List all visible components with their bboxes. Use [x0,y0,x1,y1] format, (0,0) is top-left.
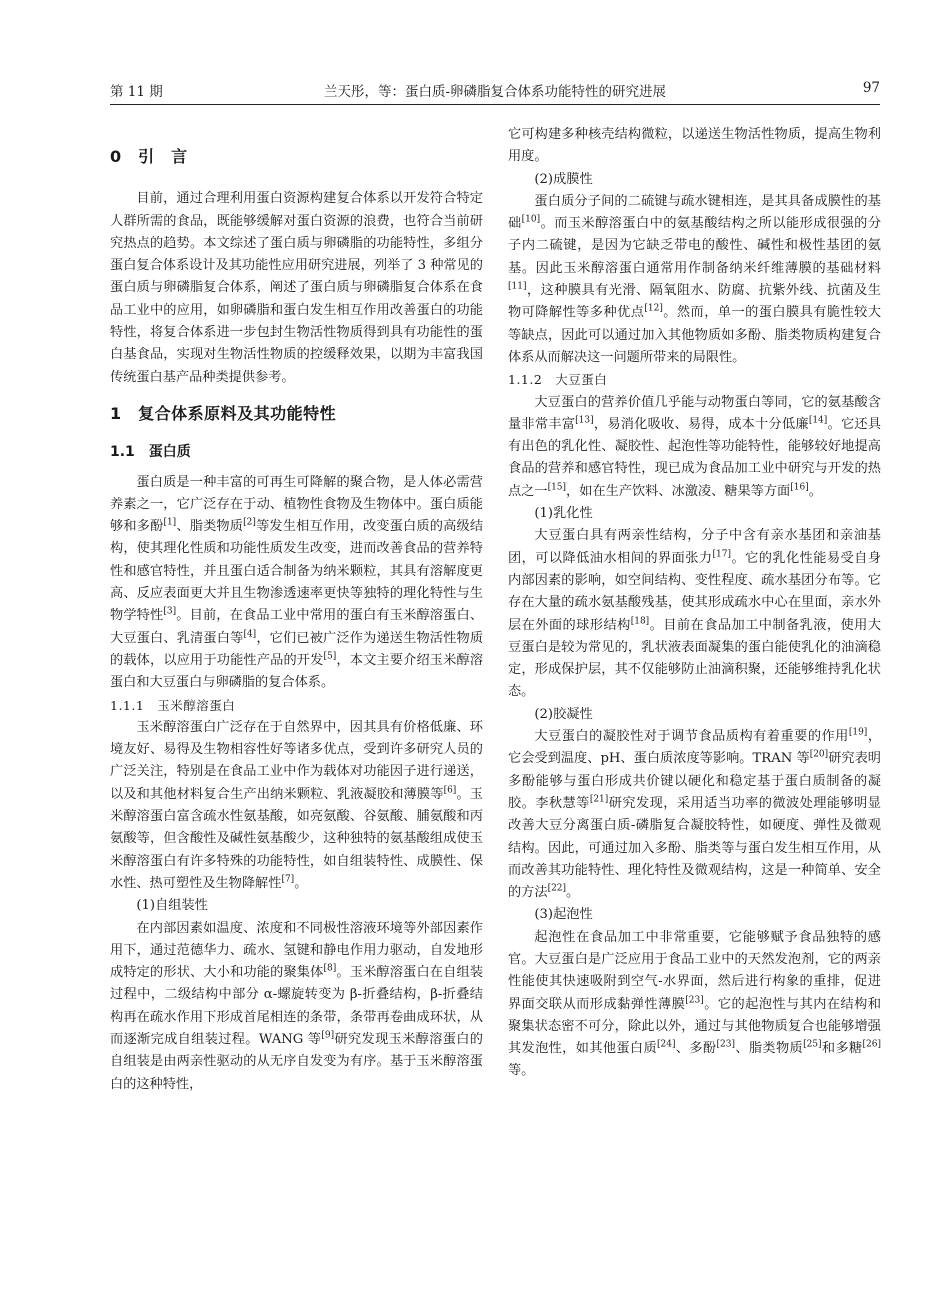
protein-paragraph: 蛋白质是一种丰富的可再生可降解的聚合物，是人体必需营养素之一，它广泛存在于动、植物性食物及生物体中。蛋白质能够和多酚[1]、脂类物质[2]等发生相互作用，改变蛋白质的高级结构，使其理化性质和功能性质发生改变，进而改善食品的营养特性和感官特性，并且蛋白适合制备为纳米颗粒，其具有溶解度更高、反应表面更大并且生物渗透速率更快等独特的理化特性与生物学特性[3]。目前，在食品工业中常用的蛋白有玉米醇溶蛋白、大豆蛋白、乳清蛋白等[4]，它们已被广泛作为递送生物活性物质的载体，以应用于功能性产品的开发[5]，本文主要介绍玉米醇溶蛋白和大豆蛋白与卵磷脂的复合体系。 [110,474,484,691]
section-1-1-1-heading: 1.1.1 玉米醇溶蛋白 [110,697,236,713]
gel-subheading: (2)胶凝性 [534,706,593,722]
foam-paragraph: 起泡性在食品加工中非常重要，它能够赋予食品独特的感官。大豆蛋白是广泛应用于食品工业中的天然发泡剂，它的两亲性能使其快速吸附到空气-水界面，然后进行构象的重排，促进界面交联从而形成黏弹性薄膜[23]。它的起泡性与其内在结构和聚集状态密不可分，除此以外，通过与其他物质复合也能够增强其发泡性，如其他蛋白质[24]、多酚[23]、脂类物质[25]和多糖[26]等。 [508,929,882,1079]
section-1-heading: 1 复合体系原料及其功能特性 [110,403,337,423]
self-assembly-paragraph: 在内部因素如温度、浓度和不同极性溶液环境等外部因素作用下，通过范德华力、疏水、氢键和静电作用力驱动，自发地形成特定的形状、大小和功能的聚集体[8]。玉米醇溶蛋白在自组装过程中，二级结构中部分 α-螺旋转变为 β-折叠结构，β-折叠结构再在疏水作用下形成首尾相连的条带，条带再卷曲成环状，从而逐渐完成自组装过程。WANG 等[9]研究发现玉米醇溶蛋白的自组装是由两亲性驱动的从无序自发变为有序。基于玉米醇溶蛋白的这种特性， [110,920,484,1092]
emulsion-subheading: (1)乳化性 [534,506,593,522]
intro-paragraph: 目前，通过合理利用蛋白资源构建复合体系以开发符合特定人群所需的食品，既能够缓解对蛋白资源的浪费，也符合当前研究热点的趋势。本文综述了蛋白质与卵磷脂的功能特性，多组分蛋白复合体系设计及其功能性应用研究进展，列举了 3 种常见的蛋白质与卵磷脂复合体系，阐述了蛋白质与卵磷脂复合体系在食品工业中的应用，如卵磷脂和蛋白发生相互作用改善蛋白的功能特性，将复合体系进一步包封生物活性物质得到具有功能性的蛋白基食品，实现对生物活性物质的控缓释效果，以期为丰富我国传统蛋白基产品种类提供参考。 [110,191,483,385]
zein-paragraph: 玉米醇溶蛋白广泛存在于自然界中，因其具有价格低廉、环境友好、易得及生物相容性好等诸多优点，受到许多研究人员的广泛关注，特别是在食品工业中作为载体对功能因子进行递送，以及和其他材料复合生产出纳米颗粒、乳液凝胶和薄膜等[6]。玉米醇溶蛋白富含疏水性氨基酸，如亮氨酸、谷氨酸、脯氨酸和丙氨酸等，但含酸性及碱性氨基酸少，这种独特的氨基酸组成使玉米醇溶蛋白有许多特殊的功能特性，如自组装特性、成膜性、保水性、热可塑性及生物降解性[7]。 [110,719,483,891]
film-paragraph: 蛋白质分子间的二硫键与疏水键相连，是其具备成膜性的基础[10]。而玉米醇溶蛋白中的氨基酸结构之所以能形成很强的分子内二硫键，是因为它缺乏带电的酸性、碱性和极性基团的氨基。因此玉米醇溶蛋白通常用作制备纳米纤维薄膜的基础材料[11]，这种膜具有光滑、隔氧阻水、防腐、抗紫外线、抗菌及生物可降解性等多种优点[12]。然而，单一的蛋白膜具有脆性较大等缺点，因此可以通过加入其他物质如多酚、脂类物质构建复合体系从而解决这一问题所带来的局限性。 [508,193,882,365]
section-0-heading: 0 引 言 [110,147,188,166]
gel-paragraph: 大豆蛋白的凝胶性对于调节食品质构有着重要的作用[19]，它会受到温度、pH、蛋白质浓度等影响。TRAN 等[20]研究表明多酚能够与蛋白形成共价键以硬化和稳定基于蛋白质制备的凝胶。李秋慧等[21]研究发现，采用适当功率的微波处理能够明显改善大豆分离蛋白质-磷脂复合凝胶特性，如硬度、弹性及微观结构。因此，可通过加入多酚、脂类等与蛋白发生相互作用，从而改善其功能特性、理化特性及微观结构，这是一种简单、安全的方法[22]。 [508,727,881,901]
film-subheading: (2)成膜性 [534,171,593,187]
foam-subheading: (3)起泡性 [534,907,593,923]
section-1-1-heading: 1.1 蛋白质 [110,444,191,461]
issue-number: 第 11 期 [110,84,163,100]
soy-paragraph: 大豆蛋白的营养价值几乎能与动物蛋白等同，它的氨基酸含量非常丰富[13]，易消化吸收、易得，成本十分低廉[14]。它还具有出色的乳化性、凝胶性、起泡性等功能特性，能够较好地提高食品的营养和感官特性，现已成为食品加工业中研究与开发的热点之一[15]，如在生产饮料、冰激凌、糖果等方面[16]。 [508,394,882,499]
left-column [110,124,483,1096]
page-number: 97 [862,80,880,96]
running-title: 兰天彤，等：蛋白质-卵磷脂复合体系功能特性的研究进展 [323,84,667,100]
section-1-1-2-heading: 1.1.2 大豆蛋白 [508,372,608,388]
continued-paragraph: 它可构建多种核壳结构微粒，以递送生物活性物质，提高生物利用度。 [508,127,881,165]
right-column [508,124,881,1083]
self-assembly-subheading: (1)自组装性 [136,898,208,914]
emulsion-paragraph: 大豆蛋白具有两亲性结构，分子中含有亲水基团和亲油基团，可以降低油水相间的界面张力[17]。它的乳化性能易受自身内部因素的影响，如空间结构、变性程度、疏水基团分布等。它存在大量的疏水氨基酸残基，使其形成疏水中心在里面，亲水外层在外面的球形结构[18]。目前在食品加工中制备乳液，使用大豆蛋白是较为常见的，乳状液表面凝集的蛋白能使乳化的油滴稳定，形成保护层，其不仅能够防止油滴积聚，还能够维持乳化状态。 [508,528,882,700]
running-header [110,80,880,100]
header-rule [110,104,880,105]
